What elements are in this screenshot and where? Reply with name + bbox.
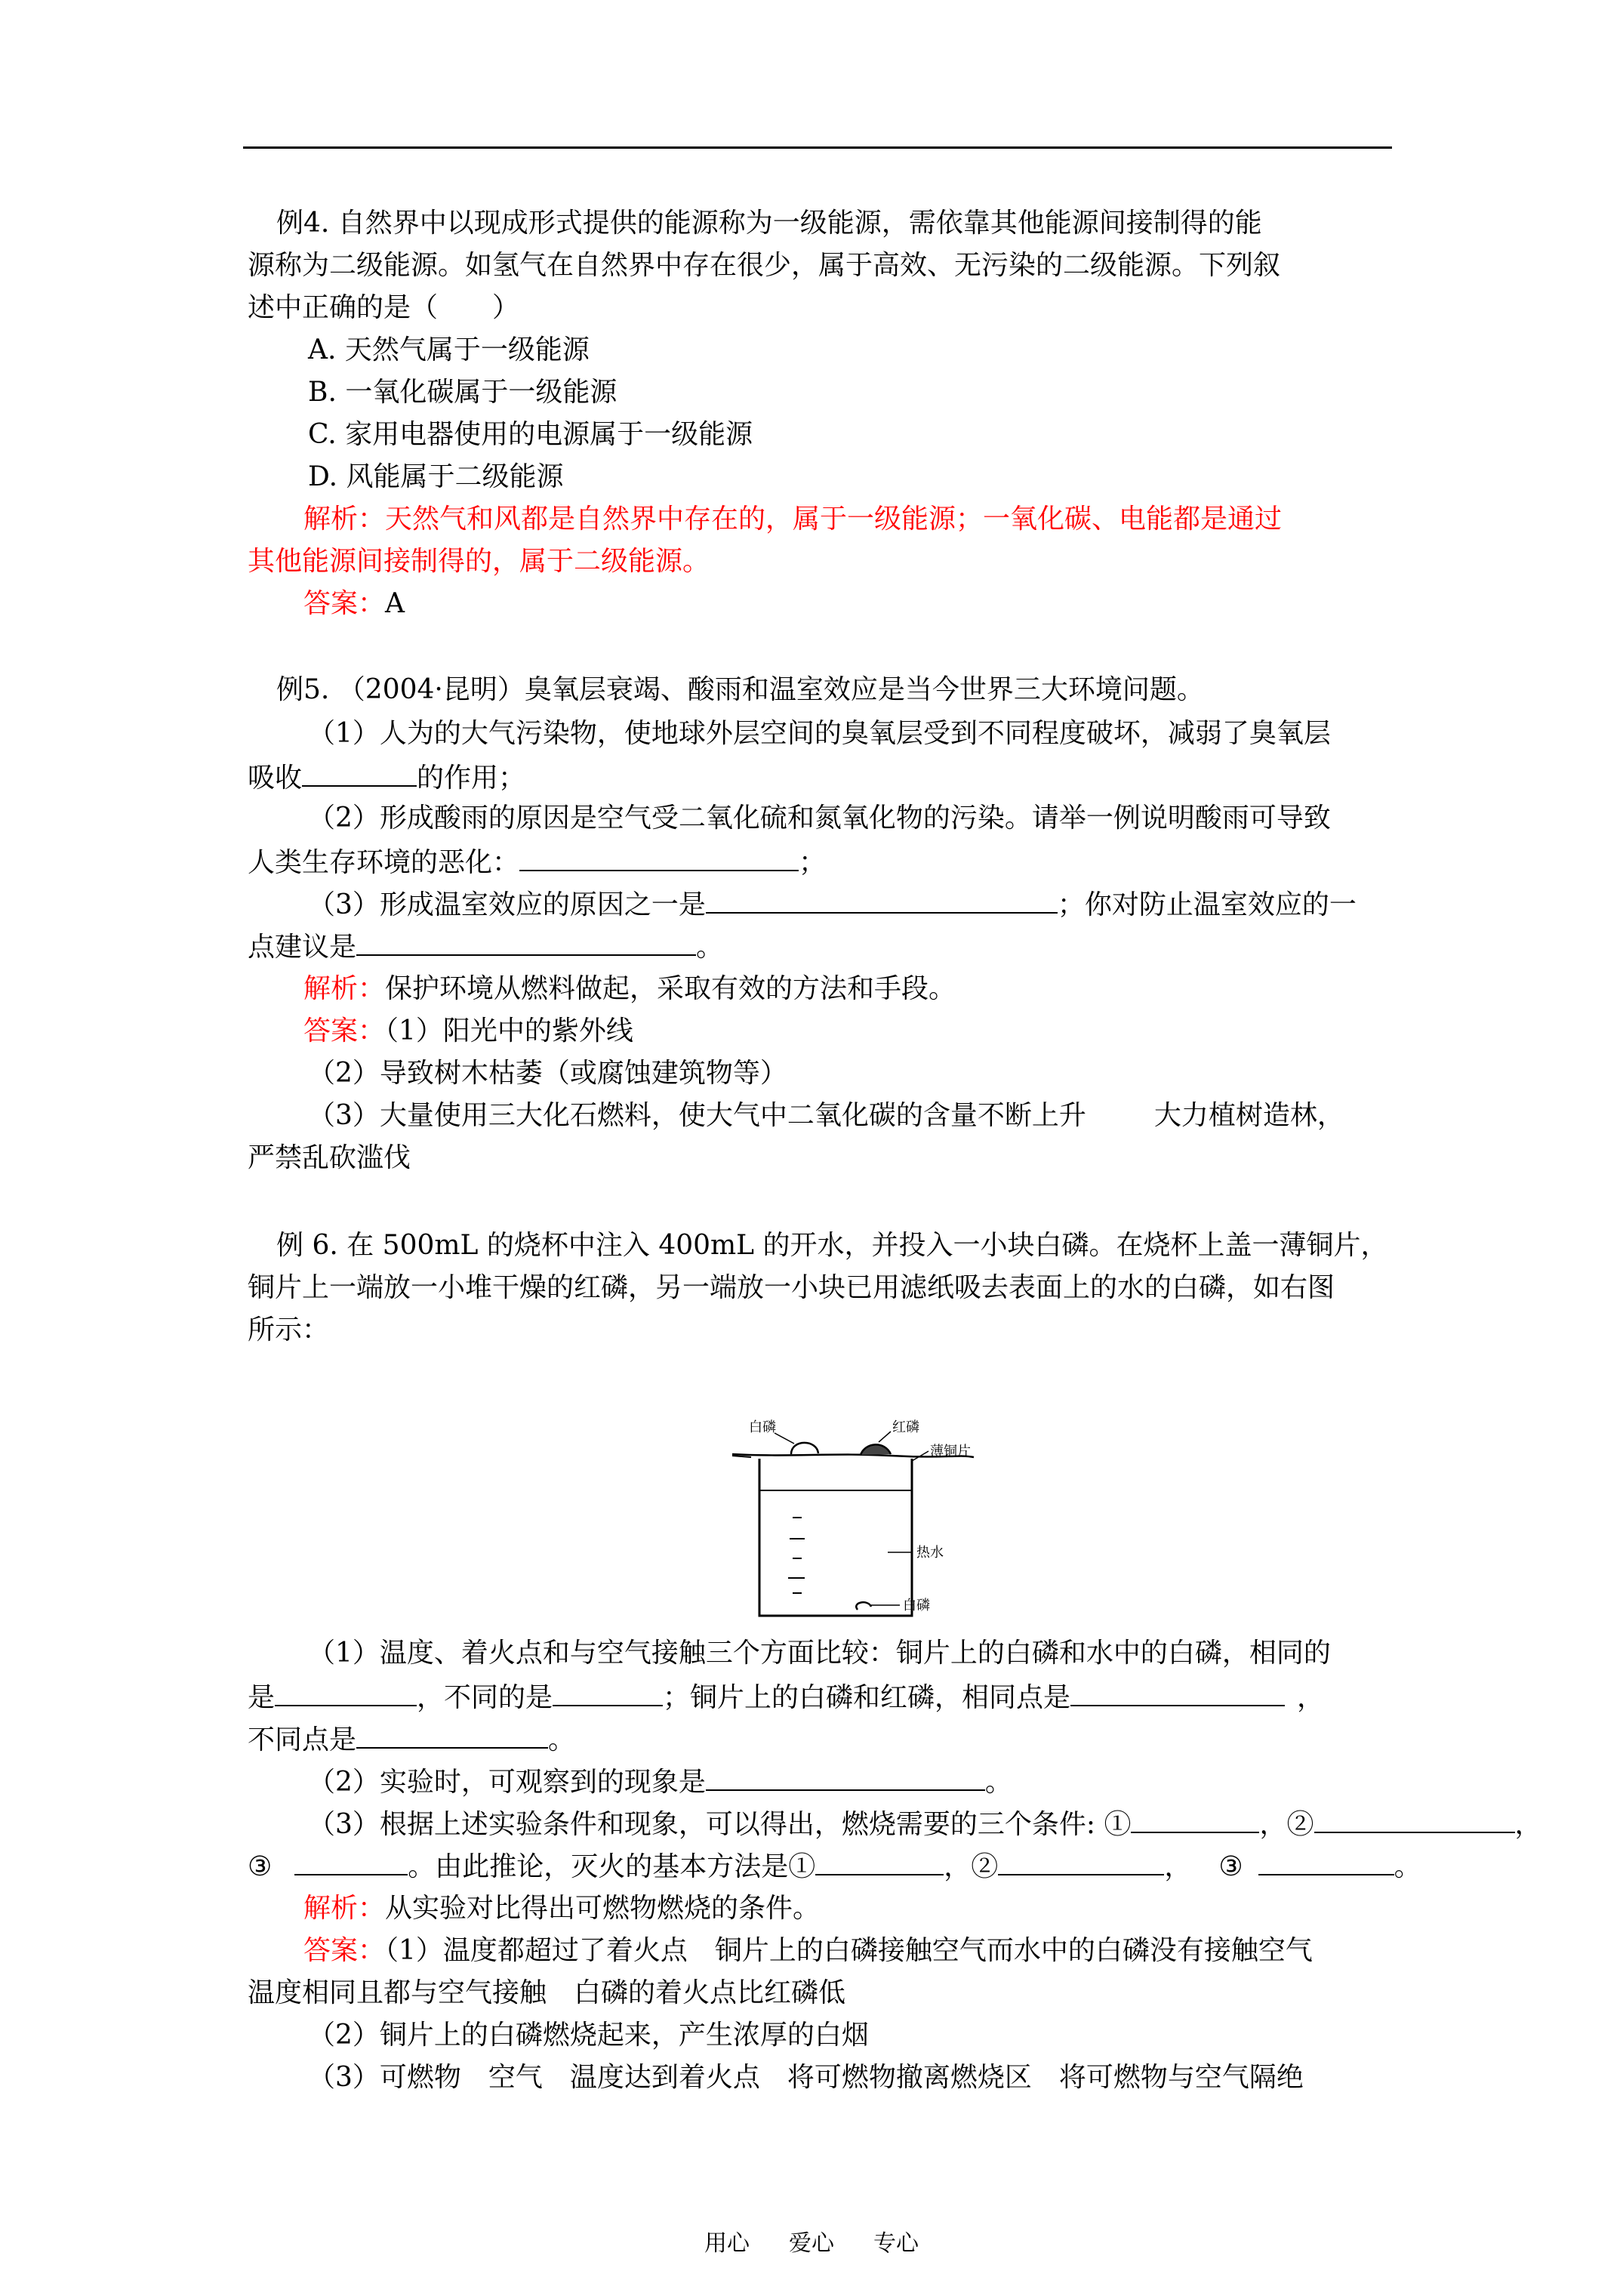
analysis-label: 解析： <box>303 1893 386 1924</box>
text: 。由此推论，灭火的基本方法是① <box>408 1851 816 1882</box>
ex5-answer-4: 严禁乱砍滥伐 <box>248 1142 411 1173</box>
ex4-option-d: D. 风能属于二级能源 <box>308 461 564 492</box>
text: （3）形成温室效应的原因之一是 <box>308 889 706 920</box>
text: 人类生存环境的恶化： <box>248 847 520 878</box>
ex5-analysis <box>303 972 1451 1006</box>
text: 是 <box>248 1682 276 1713</box>
ex4-stem-2: 源称为二级能源。如氢气在自然界中存在很少，属于高效、无污染的二级能源。下列叙 <box>248 250 1281 281</box>
answer-label: 答案： <box>303 588 386 619</box>
fill-blank[interactable] <box>1070 1679 1285 1706</box>
ex6-q1-1: （1）温度、着火点和与空气接触三个方面比较：铜片上的白磷和水中的白磷，相同的 <box>308 1638 1331 1669</box>
ex4-analysis-2: 其他能源间接制得的，属于二级能源。 <box>248 546 710 577</box>
ex4-stem-3: 述中正确的是（ ） <box>248 292 520 323</box>
answer-value: A <box>385 588 405 619</box>
ex6-q1-2 <box>248 1679 1395 1712</box>
text: ；你对防止温室效应的一 <box>1057 889 1357 920</box>
label-red-phosphorus: 红磷 <box>892 1419 919 1435</box>
text: ③ <box>1218 1851 1243 1882</box>
footer-word-3: 专心 <box>873 2230 919 2257</box>
text: （3）大量使用三大化石燃料，使大气中二氧化碳的含量不断上升 <box>308 1100 1086 1131</box>
analysis-text: 天然气和风都是自然界中存在的，属于一级能源；一氧化碳、电能都是通过 <box>385 504 1283 535</box>
fill-blank[interactable] <box>706 886 1058 914</box>
ex4-option-b: B. 一氧化碳属于一级能源 <box>308 377 617 408</box>
text: （3）根据上述实验条件和现象，可以得出，燃烧需要的三个条件: ① <box>308 1809 1132 1840</box>
white-phosphorus-top <box>791 1443 818 1454</box>
fill-blank[interactable] <box>553 1679 663 1706</box>
text: 大力植树造林， <box>1153 1100 1344 1131</box>
white-phosphorus-bottom <box>856 1602 871 1610</box>
text: 。 <box>1394 1851 1421 1882</box>
ex4-option-a: A. 天然气属于一级能源 <box>308 334 590 365</box>
header-rule <box>243 146 1392 149</box>
ex4-option-c: C. 家用电器使用的电源属于一级能源 <box>308 419 753 450</box>
text: 不同点是 <box>248 1724 357 1755</box>
analysis-text: 保护环境从燃料做起，采取有效的方法和手段。 <box>385 973 956 1004</box>
text: ，② <box>1259 1809 1314 1840</box>
answer-label: 答案： <box>303 1935 386 1966</box>
text: ； <box>799 847 827 878</box>
ex6-answer-1 <box>303 1934 1451 1968</box>
text: 。 <box>984 1767 1012 1798</box>
fill-blank[interactable] <box>275 1679 417 1706</box>
text: 的作用； <box>417 763 526 794</box>
text: ， <box>1514 1809 1542 1840</box>
ex6-q1-3 <box>248 1721 1395 1755</box>
analysis-label: 解析： <box>303 973 386 1004</box>
label-copper-sheet: 薄铜片 <box>930 1444 971 1459</box>
text: 。 <box>696 932 724 963</box>
fill-blank[interactable] <box>998 1848 1164 1875</box>
fill-blank[interactable] <box>356 929 696 956</box>
ex5-answer-1 <box>303 1015 1451 1048</box>
ex4-analysis <box>303 503 1451 536</box>
text: （1）阳光中的紫外线 <box>385 1015 633 1046</box>
fill-blank[interactable] <box>706 1764 985 1791</box>
footer-word-1: 用心 <box>704 2230 750 2257</box>
text: （2）实验时，可观察到的现象是 <box>308 1767 706 1798</box>
text: （1）温度都超过了着火点 铜片上的白磷接触空气而水中的白磷没有接触空气 <box>385 1935 1313 1966</box>
label-white-phosphorus-bottom: 白磷 <box>903 1598 930 1613</box>
fill-blank[interactable] <box>302 760 417 787</box>
ex5-q2-2 <box>248 844 1395 877</box>
fill-blank[interactable] <box>519 844 799 871</box>
text: ③ <box>248 1851 273 1882</box>
ex6-q3-1 <box>308 1806 1542 1840</box>
red-phosphorus-pile <box>861 1444 891 1455</box>
beaker <box>759 1459 912 1616</box>
text: 吸收 <box>248 763 303 794</box>
page-footer <box>0 2229 1623 2259</box>
fill-blank[interactable] <box>815 1848 944 1875</box>
text: ， <box>1297 1682 1325 1713</box>
ex4-stem-1: 例4. 自然界中以现成形式提供的能源称为一级能源，需依靠其他能源间接制得的能 <box>276 208 1262 239</box>
text: ， <box>1164 1851 1192 1882</box>
ex6-analysis <box>303 1892 1451 1925</box>
analysis-text: 从实验对比得出可燃物燃烧的条件。 <box>385 1893 821 1924</box>
fill-blank[interactable] <box>1314 1806 1515 1833</box>
answer-label: 答案： <box>303 1015 386 1046</box>
text: ；铜片上的白磷和红磷，相同点是 <box>663 1682 1071 1713</box>
ex6-answer-3: （2）铜片上的白磷燃烧起来，产生浓厚的白烟 <box>308 2020 869 2051</box>
text: ，② <box>944 1851 999 1882</box>
beaker-figure <box>710 1412 981 1631</box>
fill-blank[interactable] <box>356 1721 548 1749</box>
ex5-q3-2 <box>248 929 1395 962</box>
ex5-answer-2: （2）导致树木枯萎（或腐蚀建筑物等） <box>308 1058 787 1089</box>
fill-blank[interactable] <box>1258 1848 1394 1875</box>
ex6-q2 <box>308 1764 1455 1797</box>
label-white-phosphorus-top: 白磷 <box>749 1419 776 1435</box>
footer-word-2: 爱心 <box>789 2230 834 2257</box>
water-marks <box>788 1518 805 1593</box>
ex5-q1-2 <box>248 760 1395 793</box>
text: 点建议是 <box>248 932 357 963</box>
ex5-q3-1 <box>308 886 1455 920</box>
ex6-stem-2: 铜片上一端放一小堆干燥的红磷，另一端放一小块已用滤纸吸去表面上的水的白磷，如右图 <box>248 1272 1335 1303</box>
ex5-answer-3 <box>308 1099 1455 1133</box>
analysis-label: 解析： <box>303 504 386 535</box>
ex6-answer-2: 温度相同且都与空气接触 白磷的着火点比红磷低 <box>248 1977 846 2008</box>
ex5-q2-1: （2）形成酸雨的原因是空气受二氧化硫和氮氧化物的污染。请举一例说明酸雨可导致 <box>308 803 1331 834</box>
label-hot-water: 热水 <box>916 1545 944 1561</box>
text: ，不同的是 <box>417 1682 553 1713</box>
text: 。 <box>548 1724 576 1755</box>
ex6-answer-4: （3）可燃物 空气 温度达到着火点 将可燃物撤离燃烧区 将可燃物与空气隔绝 <box>308 2062 1304 2093</box>
fill-blank[interactable] <box>294 1848 408 1875</box>
ex5-q1-1: （1）人为的大气污染物，使地球外层空间的臭氧层受到不同程度破坏，减弱了臭氧层 <box>308 718 1331 749</box>
ex5-stem: 例5. （2004·昆明）臭氧层衰竭、酸雨和温室效应是当今世界三大环境问题。 <box>276 674 1204 705</box>
ex6-stem-3: 所示： <box>248 1314 330 1345</box>
fill-blank[interactable] <box>1131 1806 1259 1833</box>
ex6-stem-1: 例 6. 在 500mL 的烧杯中注入 400mL 的开水，并投入一小块白磷。在烧杯上盖一薄铜片， <box>276 1230 1388 1261</box>
ex6-q3-2 <box>248 1848 1421 1882</box>
ex4-answer <box>303 587 1451 621</box>
